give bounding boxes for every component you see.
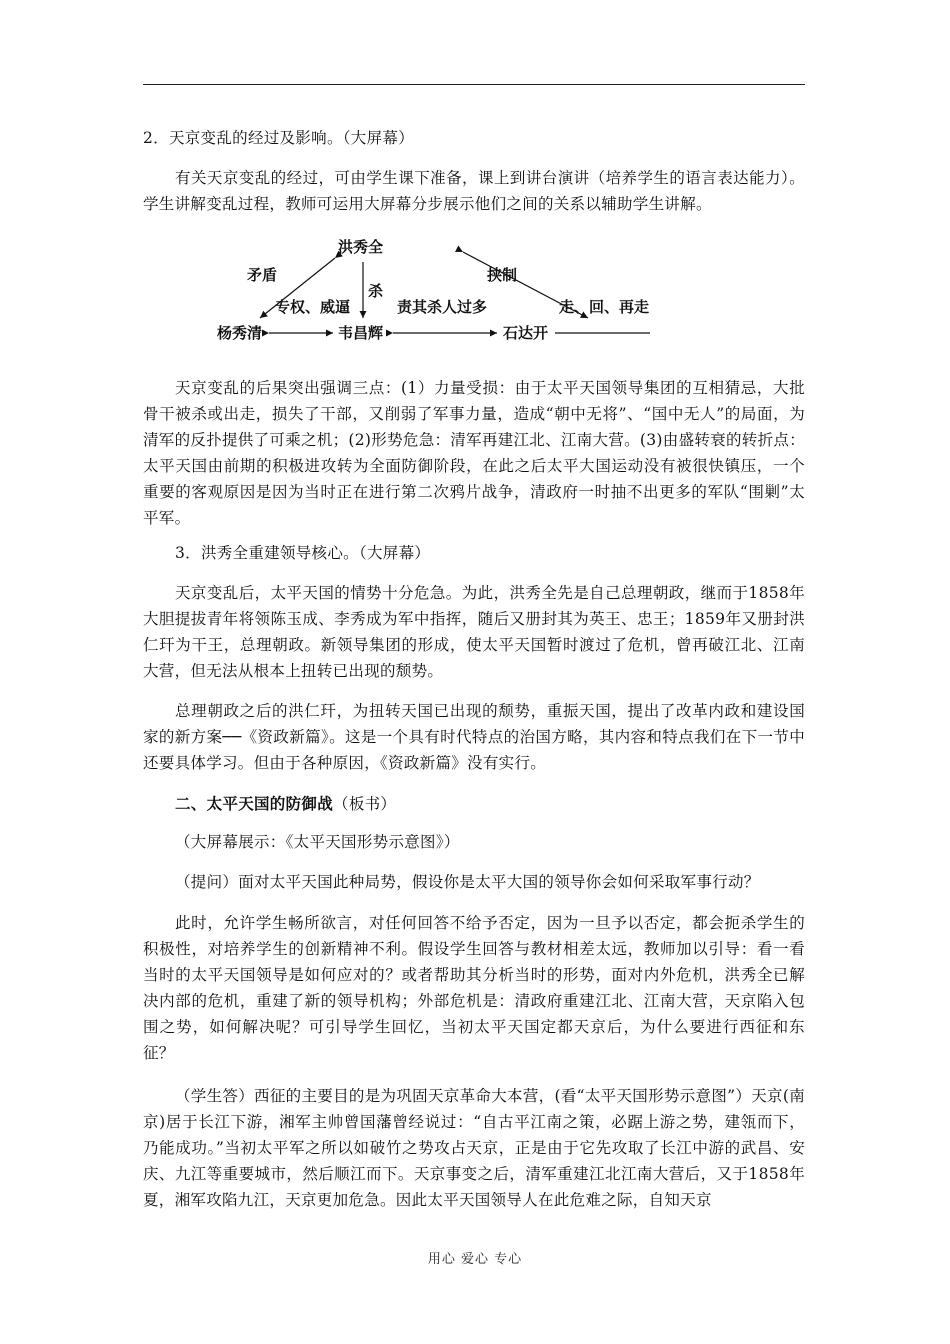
section-heading-3: 3．洪秀全重建领导核心。（大屏幕） (175, 544, 431, 562)
paragraph-answer: （学生答）西征的主要目的是为巩固天京革命大本营，(看“太平天国形势示意图”）天京(南京)居于长江下游，湘军主帅曾国藩曾经说过：“自古平江南之策，必踞上游之势，建瓴而下，乃能成功。”当初太平军之所以如破竹之势攻占天京，正是由于它先攻取了长江中游的武昌、安庆、九江等重要城市，然后顺江而下。天京事变之后，清军重建江北江南大营后，又于1858年夏，湘军攻陷九江，天京更加危急。因此太平天国领导人在此危难之际，自知天京 (143, 1087, 805, 1209)
paragraph-result: 天京变乱的后果突出强调三点：(1）力量受损：由于太平天国领导集团的互相猜忌，大批骨干被杀或出走，损失了干部，又削弱了军事力量，造成“朝中无将”、“国中无人”的局面，为清军的反扑提供了可乘之机；(2)形势危急：清军再建江北、江南大营。(3)由盛转衰的转折点：太平天国由前期的积极进攻转为全面防御阶段，在此之后太平大国运动没有被很快镇压，一个重要的客观原因是因为当时正在进行第二次鸦片战争，清政府一时抽不出更多的军队“围剿”太平军。 (143, 379, 805, 527)
label-jiazhi: 挟制 (487, 266, 518, 284)
paragraph-discuss: 此时，允许学生畅所欲言，对任何回答不给予否定，因为一旦予以否定，都会扼杀学生的积极性，对培养学生的创新精神不利。假设学生回答与教材相差太远，教师加以引导：看一看当时的太平天国领导是如何应对的？或者帮助其分析当时的形势，面对内外危机，洪秀全已解决内部的危机，重建了新的领导机构；外部危机是：清政府重建江北、江南大营，天京陷入包围之势，如何解决呢？可引导学生回忆，当初太平天国定都天京后，为什么要进行西征和东征？ (143, 914, 805, 1062)
node-shi: 石达开 (503, 324, 549, 342)
header-rule (143, 84, 805, 85)
label-zou: 走、回、再走 (559, 298, 650, 316)
paragraph-screen: （大屏幕展示：《太平天国形势示意图》） (175, 833, 460, 851)
section-heading-defense (143, 791, 805, 817)
paragraph-rebuild: 天京变乱后，太平天国的情势十分危急。为此，洪秀全先是自己总理朝政，继而于1858年大胆提拔青年将领陈玉成、李秀成为军中指挥，随后又册封其为英王、忠王；1859年又册封洪仁玕为干王，总理朝政。新领导集团的形成，使太平天国暂时渡过了危机，曾再破江北、江南大营，但无法从根本上扭转已出现的颓势。 (143, 584, 805, 680)
label-maodun: 矛盾 (247, 266, 278, 284)
node-wei: 韦昌辉 (338, 324, 384, 342)
label-zeqi: 责其杀人过多 (397, 298, 488, 316)
heading-defense-note: （板书） (333, 795, 397, 813)
paragraph-intro: 有关天京变乱的经过，可由学生课下准备，课上到讲台演讲（培养学生的语言表达能力）。学生讲解变乱过程，教师可运用大屏幕分步展示他们之间的关系以辅助学生讲解。 (143, 169, 805, 213)
paragraph-question: （提问）面对太平天国此种局势，假设你是太平大国的领导你会如何采取军事行动？ (175, 873, 760, 891)
label-zhuanquan: 专权、威逼 (275, 298, 351, 316)
section-heading-2: 2．天京变乱的经过及影响。（大屏幕） (143, 129, 415, 147)
heading-defense-bold: 二、太平天国的防御战 (175, 794, 334, 813)
paragraph-hong-renkan: 总理朝政之后的洪仁玕，为扭转天国已出现的颓势，重振天国，提出了改革内政和建设国家的新方案──《资政新篇》。这是一个具有时代特点的治国方略，其内容和特点我们在下一节中还要具体学习。但由于各种原因，《资政新篇》没有实行。 (143, 702, 805, 772)
relationship-diagram (205, 232, 667, 348)
node-hong: 洪秀全 (338, 238, 384, 256)
node-yang: 杨秀清 (217, 324, 263, 342)
page-footer: 用心 爱心 专心 (427, 1252, 523, 1267)
label-sha: 杀 (368, 282, 384, 300)
